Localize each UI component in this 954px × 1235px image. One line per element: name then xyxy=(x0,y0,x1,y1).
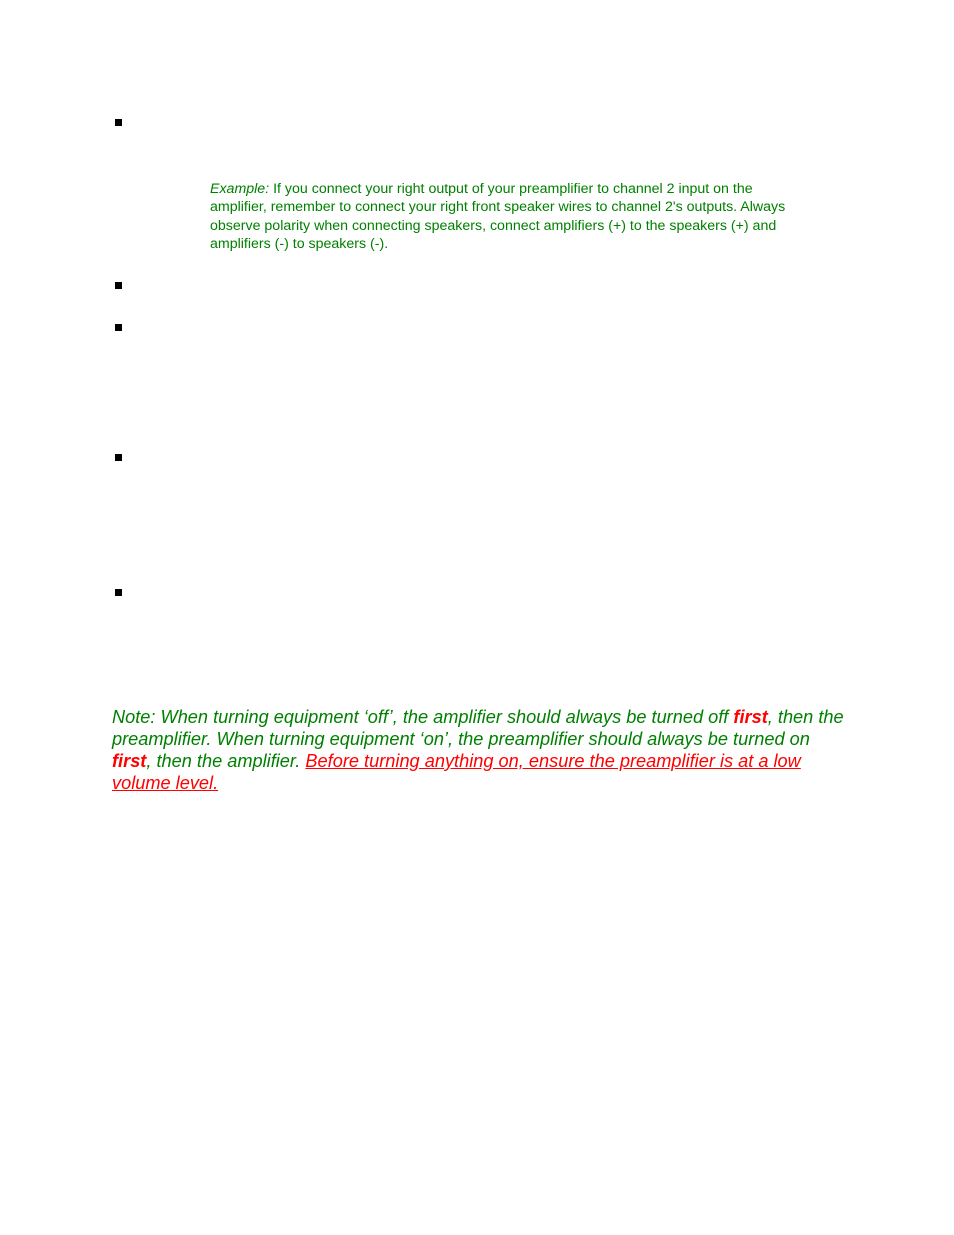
square-bullet-icon xyxy=(115,282,122,289)
example-text: If you connect your right output of your preamplifier to channel 2 input on the amplifier, remember to connect your right front speaker wires to channel 2's outputs. Always observe polarity when connecting speakers, connect amplifiers (+) to the speakers (+) and amplifiers (-) to speakers (-). xyxy=(210,181,786,252)
example-paragraph xyxy=(210,180,810,253)
square-bullet-icon xyxy=(115,119,122,126)
example-label: Example: xyxy=(210,181,270,197)
note-text-part3: , then the amplifier. xyxy=(146,751,306,771)
note-text-part1: Note: When turning equipment ‘off’, the amplifier should always be turned off xyxy=(112,707,734,727)
note-emphasis-first: first xyxy=(112,751,147,771)
note-text-part2: , then the preamplifier. When turning equipment ‘on’, the preamplifier should always be turned on xyxy=(112,707,844,749)
note-emphasis-first: first xyxy=(733,707,768,727)
square-bullet-icon xyxy=(115,324,122,331)
note-paragraph xyxy=(112,706,852,794)
square-bullet-icon xyxy=(115,454,122,461)
square-bullet-icon xyxy=(115,589,122,596)
note-warning: Before turning anything on, ensure the preamplifier is at a low volume level. xyxy=(112,751,801,793)
